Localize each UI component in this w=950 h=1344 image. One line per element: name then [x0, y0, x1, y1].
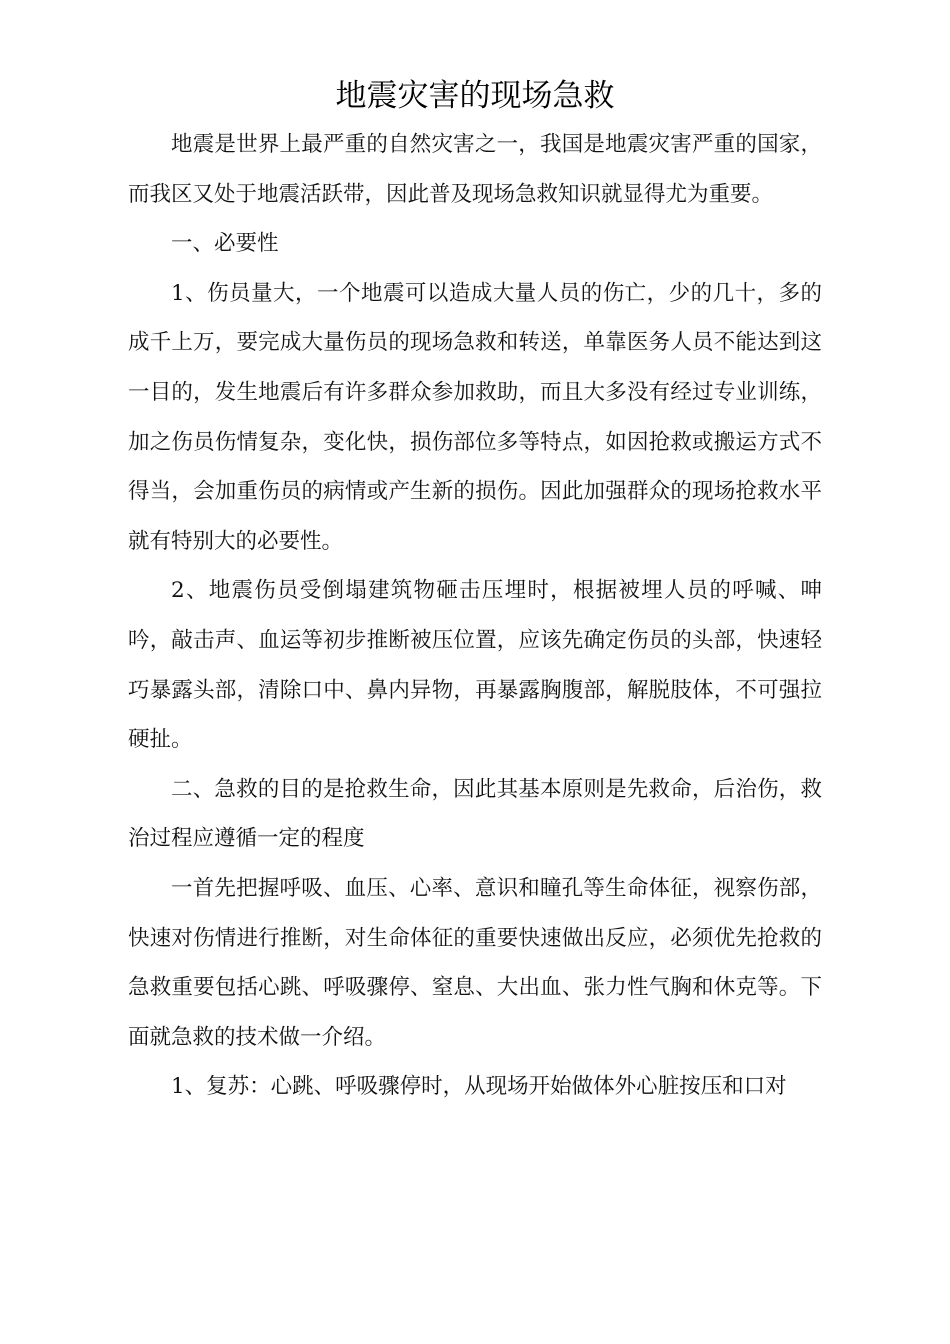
paragraph-necessity-1: 1、伤员量大，一个地震可以造成大量人员的伤亡，少的几十，多的成千上万，要完成大量伤员的现场急救和转送，单靠医务人员不能达到这一目的，发生地震后有许多群众参加救助，而且大多没有经过专业训练，加之伤员伤情复杂，变化快，损伤部位多等特点，如因抢救或搬运方式不得当，会加重伤员的病情或产生新的损伤。因此加强群众的现场抢救水平就有特别大的必要性。: [128, 280, 822, 554]
paragraph-vital-signs: 一首先把握呼吸、血压、心率、意识和瞳孔等生命体征，视察伤部，快速对伤情进行推断，对生命体征的重要快速做出反应，必须优先抢救的急救重要包括心跳、呼吸骤停、窒息、大出血、张力性气胸和休克等。下面就急救的技术做一介绍。: [128, 875, 822, 1050]
document-body: [128, 120, 822, 1112]
paragraph-intro: 地震是世界上最严重的自然灾害之一，我国是地震灾害严重的国家，而我区又处于地震活跃带，因此普及现场急救知识就显得尤为重要。: [128, 132, 822, 207]
paragraph-necessity-2: 2、地震伤员受倒塌建筑物砸击压埋时，根据被埋人员的呼喊、呻吟，敲击声、血运等初步推断被压位置，应该先确定伤员的头部，快速轻巧暴露头部，清除口中、鼻内异物，再暴露胸腹部，解脱肢体，不可强拉硬扯。: [128, 578, 822, 753]
paragraph-resuscitation: 1、复苏：心跳、呼吸骤停时，从现场开始做体外心脏按压和口对: [171, 1074, 787, 1100]
section-heading-purpose: 二、急救的目的是抢救生命，因此其基本原则是先救命，后治伤，救治过程应遵循一定的程度: [128, 776, 822, 852]
document-title: 地震灾害的现场急救: [335, 78, 615, 114]
section-heading-necessity: 一、必要性: [171, 231, 279, 257]
